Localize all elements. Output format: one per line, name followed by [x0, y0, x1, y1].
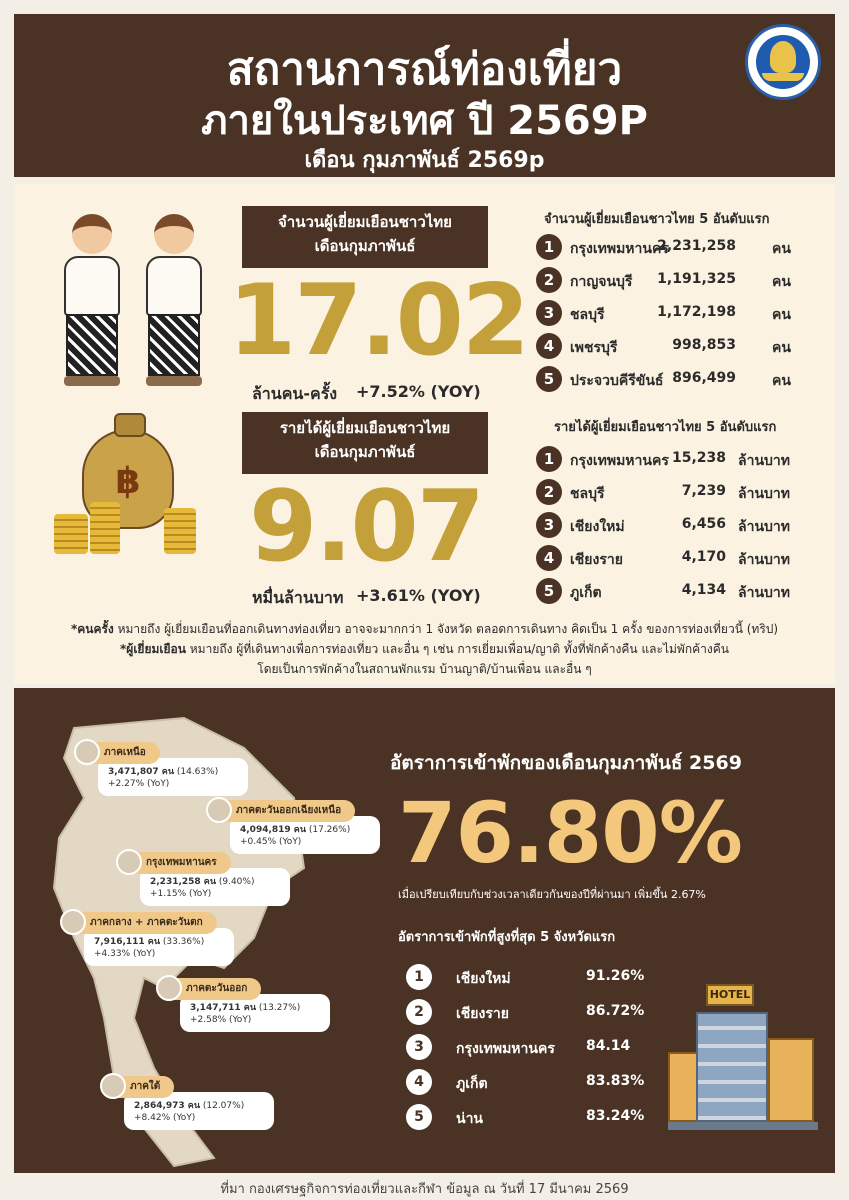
region-value: 2,864,973 คน [134, 1101, 200, 1111]
header-banner [14, 14, 835, 177]
rank-value: 896,499 [672, 370, 736, 386]
rank-number: 3 [406, 1034, 432, 1060]
rank-number: 2 [536, 479, 562, 505]
rank-row [536, 578, 826, 608]
tourist-woman-icon [136, 214, 216, 384]
rank-number: 1 [536, 446, 562, 472]
visitors-change: +7.52% (YOY) [356, 382, 481, 401]
note-accommodation: โดยเป็นการพักค้างในสถานพักแรม บ้านญาติ/บ้านเพื่อน และอื่น ๆ [257, 662, 592, 676]
rank-value: 1,172,198 [657, 304, 736, 320]
title-line-1: สถานการณ์ท่องเที่ยว [226, 44, 623, 95]
region-name: ภาคกลาง + ภาคตะวันตก [64, 912, 217, 934]
occupancy-top-title: อัตราการเข้าพักที่สูงที่สุด 5 จังหวัดแรก [398, 930, 616, 945]
rank-row [536, 234, 826, 264]
region-value: 2,231,258 คน [150, 877, 216, 887]
top-revenue-title: รายได้ผู้เยี่ยมเยือนชาวไทย 5 อันดับแรก [554, 420, 777, 435]
region-yoy: +0.45% (YoY) [240, 837, 302, 847]
revenue-label-box [242, 412, 488, 474]
region-value: 4,094,819 คน [240, 825, 306, 835]
occupancy-panel [14, 688, 835, 1173]
region-yoy: +8.42% (YoY) [134, 1113, 196, 1123]
province-name: ภูเก็ต [456, 1076, 488, 1092]
rank-unit: คน [772, 274, 791, 290]
rank-number: 4 [536, 333, 562, 359]
note-person-trip [14, 620, 835, 639]
region-name: กรุงเทพมหานคร [120, 852, 231, 874]
rank-row [536, 479, 826, 509]
province-name: เชียงใหม่ [456, 971, 511, 987]
rank-value: 1,191,325 [657, 271, 736, 287]
province-name: กาญจนบุรี [570, 274, 633, 290]
rank-unit: ล้านบาท [738, 585, 790, 601]
region-photo-icon [60, 909, 86, 935]
rank-number: 2 [406, 999, 432, 1025]
rank-unit: ล้านบาท [738, 486, 790, 502]
province-name: น่าน [456, 1111, 484, 1127]
rank-row [536, 446, 826, 476]
summary-panel [14, 184, 835, 684]
region-yoy: +4.33% (YoY) [94, 949, 156, 959]
hotel-sign: HOTEL [706, 984, 754, 1006]
province-name: กรุงเทพมหานคร [570, 453, 669, 469]
visitors-label-box [242, 206, 488, 268]
occupancy-row [406, 1069, 666, 1099]
region-share: (9.40%) [218, 877, 255, 887]
region-photo-icon [156, 975, 182, 1001]
region-photo-icon [206, 797, 232, 823]
rank-number: 5 [536, 366, 562, 392]
coin-stack-icon [164, 508, 196, 554]
province-name: เชียงใหม่ [570, 519, 625, 535]
rank-number: 3 [536, 512, 562, 538]
rank-unit: คน [772, 340, 791, 356]
occupancy-rate: 84.14 [586, 1038, 631, 1054]
subtitle: เดือน กุมภาพันธ์ 2569p [304, 148, 545, 173]
region-share: (12.07%) [202, 1101, 245, 1111]
title-line-2: ภายในประเทศ ปี 2569P [201, 98, 648, 144]
occupancy-row [406, 1034, 666, 1064]
region-share: (17.26%) [308, 825, 351, 835]
province-name: ประจวบคีรีขันธ์ [570, 373, 664, 389]
visitors-label-line2: เดือนกุมภาพันธ์ [314, 237, 416, 255]
hotel-building-icon [668, 978, 818, 1138]
rank-unit: ล้านบาท [738, 453, 790, 469]
rank-row [536, 300, 826, 330]
note-term-1: *คนครั้ง [70, 622, 114, 636]
note-text-1: หมายถึง ผู้เยี่ยมเยือนที่ออกเดินทางท่องเที่ยว อาจจะมากกว่า 1 จังหวัด ตลอดการเดินทาง คิดเป็น 1 ครั้ง ของการท่องเที่ยวนี้ (ทริป) [113, 622, 779, 636]
note-visitor [14, 640, 835, 659]
revenue-value: 9.07 [249, 470, 483, 584]
region-share: (13.27%) [258, 1003, 301, 1013]
rank-unit: ล้านบาท [738, 552, 790, 568]
occupancy-note: เมื่อเปรียบเทียบกับช่วงเวลาเดียวกันของปีที่ผ่านมา เพิ่มขึ้น 2.67% [398, 888, 706, 901]
occupancy-rate: 86.72% [586, 1003, 645, 1019]
rank-unit: ล้านบาท [738, 519, 790, 535]
rank-number: 1 [536, 234, 562, 260]
province-name: เพชรบุรี [570, 340, 618, 356]
revenue-label-line2: เดือนกุมภาพันธ์ [314, 443, 416, 461]
rank-value: 4,134 [681, 582, 726, 598]
region-yoy: +2.27% (YoY) [108, 779, 170, 789]
region-value: 3,471,807 คน [108, 767, 174, 777]
province-name: กรุงเทพมหานคร [456, 1041, 555, 1057]
occupancy-rate: 83.24% [586, 1108, 645, 1124]
rank-number: 5 [406, 1104, 432, 1130]
occupancy-value: 76.80% [398, 784, 742, 882]
rank-number: 2 [536, 267, 562, 293]
rank-row [536, 366, 826, 396]
rank-number: 5 [536, 578, 562, 604]
ministry-logo-icon [745, 24, 821, 100]
top-visitors-title: จำนวนผู้เยี่ยมเยือนชาวไทย 5 อันดับแรก [544, 212, 770, 227]
rank-row [536, 545, 826, 575]
province-name: ภูเก็ต [570, 585, 602, 601]
province-name: เชียงราย [570, 552, 623, 568]
rank-unit: คน [772, 241, 791, 257]
note-term-2: *ผู้เยี่ยมเยือน [120, 642, 186, 656]
region-share: (33.36%) [162, 937, 205, 947]
coin-stack-icon [54, 514, 88, 554]
visitors-label-line1: จำนวนผู้เยี่ยมเยือนชาวไทย [278, 213, 452, 231]
region-photo-icon [74, 739, 100, 765]
rank-unit: คน [772, 307, 791, 323]
region-value: 3,147,711 คน [190, 1003, 256, 1013]
revenue-unit: หมื่นล้านบาท [252, 588, 344, 607]
region-name: ภาคใต้ [104, 1076, 174, 1098]
rank-number: 4 [536, 545, 562, 571]
region-name: ภาคตะวันออกเฉียงเหนือ [210, 800, 355, 822]
occupancy-rate: 91.26% [586, 968, 645, 984]
revenue-change: +3.61% (YOY) [356, 586, 481, 605]
note-text-2: หมายถึง ผู้ที่เดินทางเพื่อการท่องเที่ยว และอื่น ๆ เช่น การเยี่ยมเพื่อน/ญาติ ทั้งที่พักค้างคืน และไม่พักค้างคืน [185, 642, 729, 656]
rank-value: 4,170 [681, 549, 726, 565]
rank-value: 998,853 [672, 337, 736, 353]
province-name: กรุงเทพมหานคร [570, 241, 669, 257]
region-photo-icon [116, 849, 142, 875]
rank-number: 3 [536, 300, 562, 326]
region-name: ภาคเหนือ [78, 742, 160, 764]
rank-row [536, 333, 826, 363]
visitors-value: 17.02 [228, 264, 528, 378]
rank-number: 4 [406, 1069, 432, 1095]
occupancy-row [406, 964, 666, 994]
occupancy-row [406, 1104, 666, 1134]
occupancy-row [406, 999, 666, 1029]
rank-value: 7,239 [681, 483, 726, 499]
occupancy-rate: 83.83% [586, 1073, 645, 1089]
rank-value: 2,231,258 [657, 238, 736, 254]
coin-stack-icon [90, 502, 120, 554]
rank-value: 15,238 [671, 450, 726, 466]
province-name: ชลบุรี [570, 486, 605, 502]
province-name: เชียงราย [456, 1006, 509, 1022]
rank-row [536, 267, 826, 297]
rank-row [536, 512, 826, 542]
region-name: ภาคตะวันออก [160, 978, 261, 1000]
region-value: 7,916,111 คน [94, 937, 160, 947]
rank-value: 6,456 [681, 516, 726, 532]
revenue-label-line1: รายได้ผู้เยี่ยมเยือนชาวไทย [279, 419, 451, 437]
baht-symbol: ฿ [115, 461, 141, 502]
tourist-man-icon [54, 214, 134, 384]
region-yoy: +1.15% (YoY) [150, 889, 212, 899]
region-yoy: +2.58% (YoY) [190, 1015, 252, 1025]
rank-unit: คน [772, 373, 791, 389]
source-footer: ที่มา กองเศรษฐกิจการท่องเที่ยวและกีฬา ข้อมูล ณ วันที่ 17 มีนาคม 2569 [220, 1182, 629, 1197]
rank-number: 1 [406, 964, 432, 990]
province-name: ชลบุรี [570, 307, 605, 323]
region-photo-icon [100, 1073, 126, 1099]
occupancy-title: อัตราการเข้าพักของเดือนกุมภาพันธ์ 2569 [390, 752, 742, 774]
region-share: (14.63%) [176, 767, 219, 777]
visitors-unit: ล้านคน-ครั้ง [252, 384, 338, 403]
